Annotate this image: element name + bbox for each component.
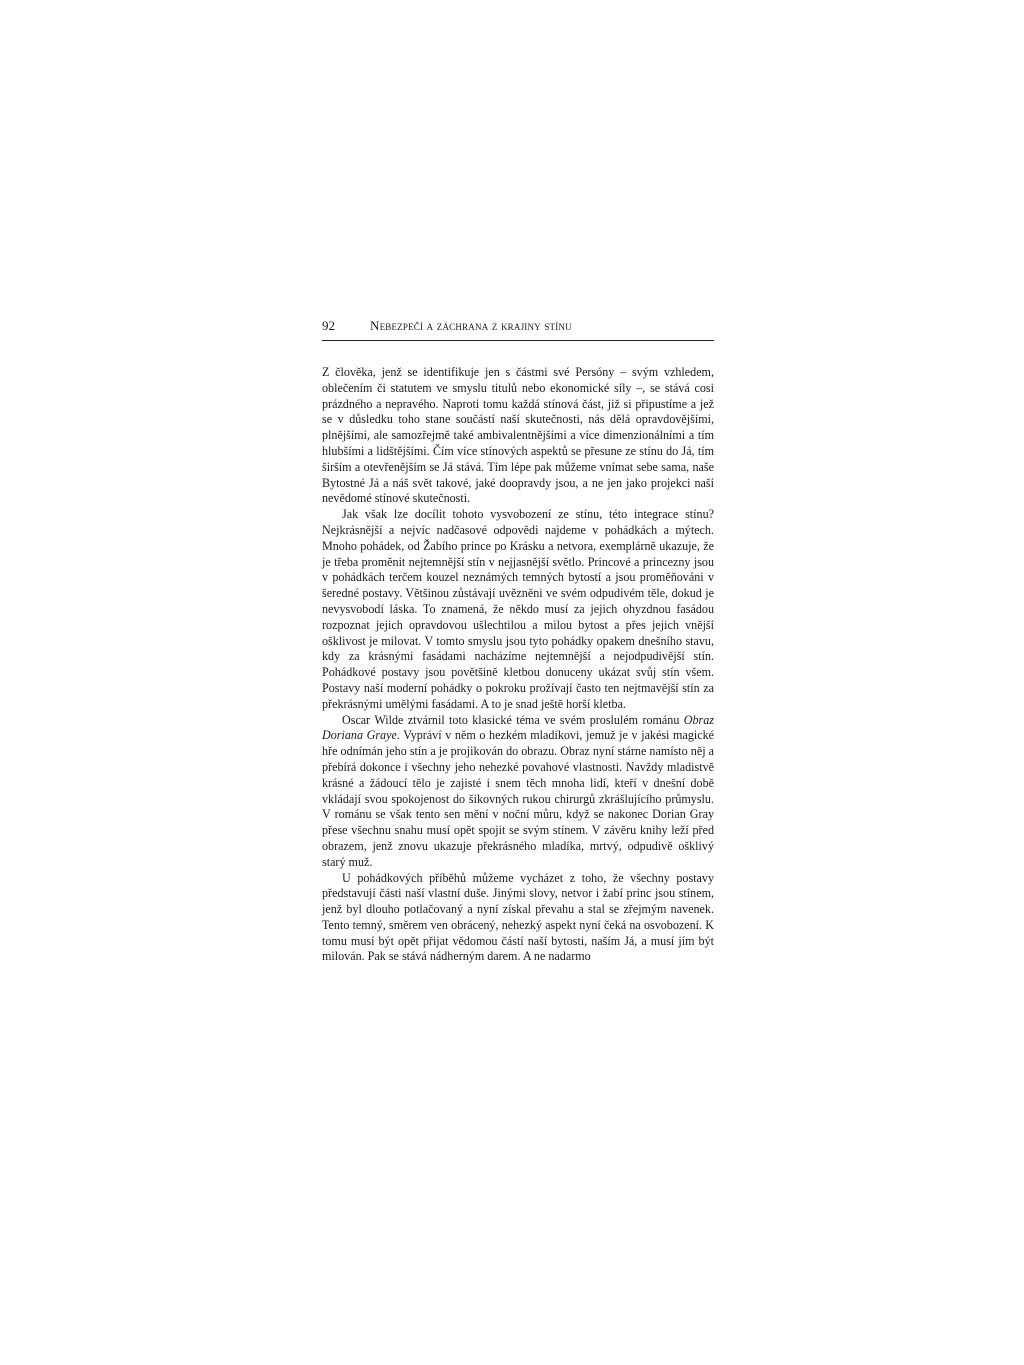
- paragraph-1: Z člověka, jenž se identifikuje jen s částmi své Persóny – svým vzhledem, oblečením či statutem ve smyslu titulů nebo ekonomické síly –, se stává cosi prázdného a nepravého. Naproti tomu každá stínová část, již si připustíme a jež se v důsledku toho stane součástí naší skutečnosti, nás dělá opravdovějšími, plnějšími, ale samozřejmě také ambivalentnějšími a více dimenzionálními a tím hlubšími a lidštějšími. Čím více stínových aspektů se přesune ze stínu do Já, tím širším a otevřenějším se Já stává. Tím lépe pak můžeme vnímat sebe sama, naše Bytostné Já a náš svět takové, jaké doopravdy jsou, a ne jen jako projekci naší nevědomé stínové skutečnosti.: [322, 365, 714, 506]
- paragraph-3: [322, 713, 714, 871]
- running-header: [322, 318, 714, 341]
- page-number: 92: [322, 318, 335, 333]
- paragraph-3-rest: . Vypráví v něm o hezkém mladíkovi, jemuž je v jakési magické hře odnímán jeho stín a je projikován do obrazu. Obraz nyní stárne namísto něj a přebírá dokonce i všechny jeho nehezké povahové vlastnosti. Navždy mladistvě krásné a žádoucí tělo je zajisté i snem těch mnoha lidí, kteří v dnešní době vkládají svou spokojenost do šikovných rukou chirurgů zkrášlujícího průmyslu. V románu se však tento sen mění v noční můru, když se nakonec Dorian Gray přese všechnu snahu musí opět spojit se svým stínem. V závěru knihy leží před obrazem, jenž znovu ukazuje překrásného mladíka, mrtvý, odpudivě ošklivý starý muž.: [322, 728, 715, 869]
- paragraph-2: Jak však lze docílit tohoto vysvobození ze stínu, této integrace stínu? Nejkrásnější a nejvíc nadčasové odpovědi najdeme v pohádkách a mýtech. Mnoho pohádek, od Žabího prince po Krásku a netvora, exemplárně ukazuje, že je třeba proměnit nejtemnější stín v nejjasnější světlo. Princové a princezny jsou v pohádkách terčem kouzel neznámých temných bytostí a jsou proměňováni v šeredné postavy. Většinou zůstávají uvězněni ve svém odpudivém těle, dokud je nevysvobodí láska. To znamená, že někdo musí za jejich ohyzdnou fasádou rozpoznat jejich opravdovou ušlechtilou a milou bytost a přes jejich vnější ošklivost je milovat. V tomto smyslu jsou tyto pohádky opakem dnešního stavu, kdy za krásnými fasádami nacházíme nejtemnější a nejodpudivější stín. Pohádkové postavy jsou povětšině kletbou donuceny ukázat svůj stín všem. Postavy naší moderní pohádky o pokroku prožívají často ten nejtmavější stín za překrásnými umělými fasádami. A to je snad ještě horší kletba.: [322, 507, 714, 711]
- novel-title: Obraz Doriana Graye: [322, 712, 714, 743]
- running-title: Nebezpečí a záchrana z krajiny stínu: [370, 318, 572, 333]
- paragraph-3-intro: Oscar Wilde ztvárnil toto klasické téma ve svém proslulém románu: [342, 712, 684, 727]
- body-text: [322, 365, 714, 965]
- paragraph-4: U pohádkových příběhů můžeme vycházet z toho, že všechny postavy představují části naší vlastní duše. Jinými slovy, netvor i žabí princ jsou stínem, jenž byl dlouho potlačovaný a nyní získal převahu a stal se zřejmým navenek. Tento temný, směrem ven obrácený, nehezký aspekt nyní čeká na osvobození. K tomu musí být opět přijat vědomou částí naší bytosti, naším Já, a musí jím být milován. Pak se stává nádherným darem. A ne nadarmo: [322, 870, 714, 964]
